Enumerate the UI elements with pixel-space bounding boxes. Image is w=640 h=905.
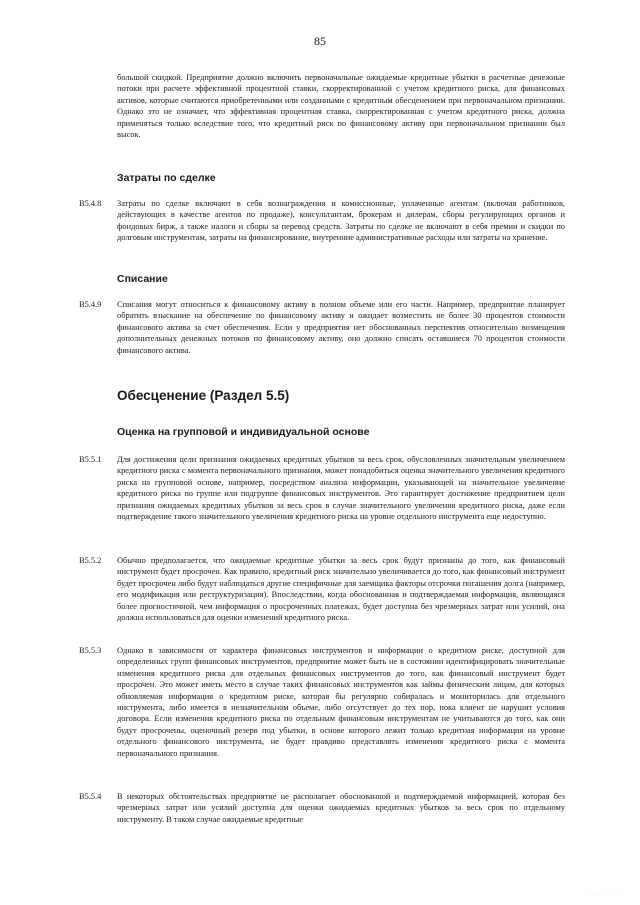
- paragraph-number-b552: B5.5.2: [79, 556, 102, 565]
- paragraph-b554: В некоторых обстоятельствах предприятие не располагает обоснованной и подтверждаемой информацией, которая без чрезмерных затрат или усилий доступна для оценки ожидаемых кредитных убытков за весь срок по отдельному инструменту. В таком случае ожидаемые кредитные: [117, 792, 565, 824]
- heading-write-off: Списание: [117, 273, 168, 285]
- paragraph-b552: Обычно предполагается, что ожидаемые кредитные убытки за весь срок будут признаны до того, как финансовый инструмент будет просрочен. Как правило, кредитный риск значительно увеличивается до того, как финансовый инструмент будет просрочен либо будут наблюдаться другие специфичные для заемщика факторы отсрочки погашения долга (например, его модификация или реструктуризация). Впоследствии, когда обоснованная и подтверждаемая информация, являющаяся более прогностичной, чем информация о просроченных платежах, будет доступна без чрезмерных затрат или усилий, она должна использоваться для оценки изменений кредитного риска.: [117, 556, 565, 623]
- paragraph-number-b554: B5.5.4: [79, 792, 102, 801]
- heading-impairment: Обесценение (Раздел 5.5): [117, 388, 290, 403]
- page-number: 85: [314, 34, 326, 48]
- heading-collective-individual: Оценка на групповой и индивидуальной основе: [117, 426, 370, 438]
- heading-transaction-costs: Затраты по сделке: [117, 172, 216, 184]
- paragraph-number-b553: B5.5.3: [79, 646, 102, 655]
- paragraph-b548: Затраты по сделке включают в себя вознаграждения и комиссионные, уплаченные агентам (включая работников, действующих в качестве агентов по продаже), консультантам, брокерам и дилерам, сборы регулирующих органов и фондовых бирж, а также налоги и сборы за перевод средств. Затраты по сделке не включают в себя премии и скидки по долговым инструментам, затраты на финансирование, внутренние административные расходы или затраты на хранение.: [117, 199, 565, 243]
- paragraph-b553: Однако в зависимости от характера финансовых инструментов и информации о кредитном риске, доступной для определенных групп финансовых инструментов, предприятие может быть не в состоянии идентифицировать значительные изменения кредитного риска для отдельных финансовых инструментов до того, как финансовый инструмент будет просрочен. Это может иметь место в случае таких финансовых инструментов как займы физическим лицам, для которых обновляемая информация о кредитном риске, которая бы регулярно собиралась и мониторилась для отдельного инструмента, либо имеется в незначительном объеме, либо отсутствует до тех пор, пока клиент не нарушит условия договора. Если изменения кредитного риска по отдельным финансовым инструментам не учитываются до того, как они будут просрочены, оценочный резерв под убытки, в основе которого лежит только кредитная информация на уровне отдельного финансового инструмента, не будет правдиво представлять изменения кредитного риска с момента первоначального признания.: [117, 646, 565, 758]
- paragraph-b549: Списания могут относиться к финансовому активу в полном объеме или его части. Например, предприятие планирует обратить взыскание на обеспечение по финансовому активу и ожидает возместить не более 30 процентов стоимости финансового актива за счет обеспечения. Если у предприятия нет обоснованных перспектив относительно возмещения дополнительных денежных потоков по финансовому активу, оно должно списать оставшиеся 70 процентов стоимости финансового актива.: [117, 300, 565, 355]
- scan-edge-artifact: · · · · · ·: [587, 893, 618, 899]
- paragraph-number-b551: B5.5.1: [79, 455, 102, 464]
- paragraph-b551: Для достижения цели признания ожидаемых кредитных убытков за весь срок, обусловленных значительным увеличением кредитного риска с момента первоначального признания, может понадобиться оценка значительного увеличения кредитного риска на групповой основе, например, посредством анализа информации, указывающей на значительное увеличение кредитного риска по группе или подгруппе финансовых инструментов. Это гарантирует достижение предприятием цели признания ожидаемых кредитных убытков за весь срок в случае значительного увеличения кредитного риска, даже если подтверждение такого значительного увеличения кредитного риска на уровне отдельного инструмента еще недоступно.: [117, 455, 565, 522]
- paragraph-number-b548: B5.4.8: [79, 199, 102, 208]
- intro-paragraph: большой скидкой. Предприятие должно включить первоначальные ожидаемые кредитные убытки в расчетные денежные потоки при расчете эффективной процентной ставки, скорректированной с учетом кредитного риска, для финансовых активов, которые считаются приобретенными или созданными с кредитным обесценением при первоначальном признании. Однако это не означает, что эффективная процентная ставка, скорректированная с учетом кредитного риска, должна применяться только вследствие того, что кредитный риск по финансовому активу при первоначальном признании был высок.: [117, 73, 565, 140]
- paragraph-number-b549: B5.4.9: [79, 300, 102, 309]
